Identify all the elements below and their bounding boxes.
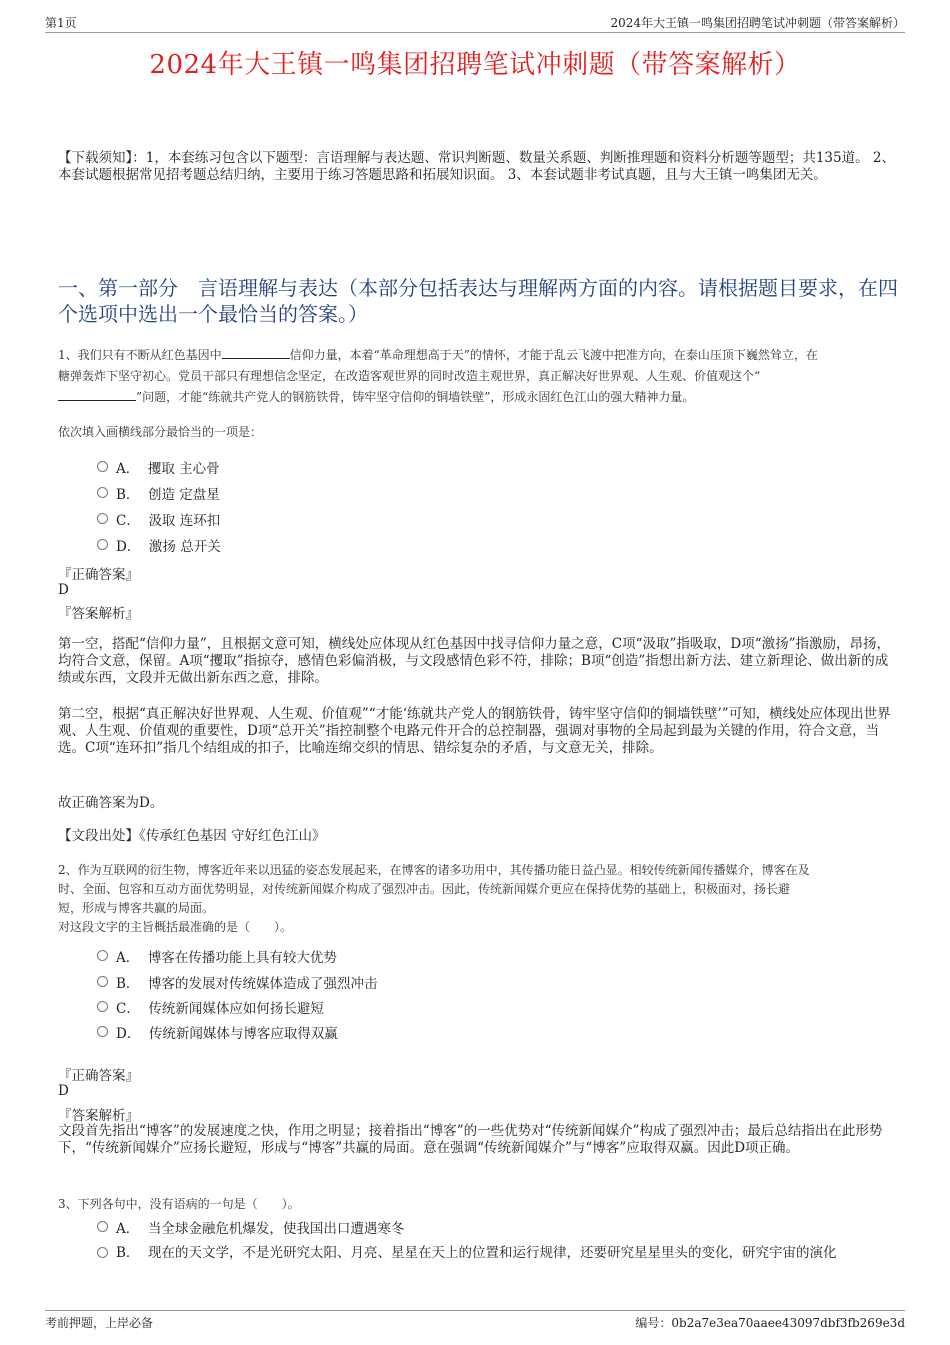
q1-source: 【文段出处】《传承红色基因 守好红色江山》 [58, 828, 326, 844]
q2-stem-line2: 时、全面、包容和互动方面优势明显，对传统新闻媒介构成了强烈冲击。因此，传统新闻媒介更应在保持优势的基础上，积极面对，扬长避 [58, 882, 791, 896]
radio-icon[interactable] [97, 513, 108, 524]
footer-doc-id: 编号：0b2a7e3ea70aaee43097dbf3fb269e3d [635, 1316, 905, 1330]
q1-stem-part1: 1、我们只有不断从红色基因中 [58, 348, 222, 362]
q2-analysis: 文段首先指出“博客”的发展速度之快，作用之明显；接着指出“博客”的一些优势对“传统新闻媒介”构成了强烈冲击；最后总结指出在此形势下，“传统新闻媒介”应扬长避短，形成与“博客”共赢的局面。意在强调“传统新闻媒介”与“博客”应取得双赢。因此D项正确。 [58, 1123, 883, 1156]
q1-stem [58, 345, 898, 408]
option-text: 传统新闻媒体应如何扬长避短 [148, 1001, 324, 1017]
option-letter: A． [116, 950, 140, 966]
option-text: 博客的发展对传统媒体造成了强烈冲击 [148, 976, 378, 992]
radio-icon[interactable] [97, 461, 108, 472]
q2-analysis-label: 『答案解析』 [58, 1108, 139, 1124]
q1-conclusion: 故正确答案为D。 [58, 795, 164, 811]
radio-icon[interactable] [97, 976, 108, 987]
page-title: 2024年大王镇一鸣集团招聘笔试冲刺题（带答案解析） [149, 50, 801, 80]
q1-option-a[interactable] [97, 457, 220, 477]
footer-rule [45, 1310, 905, 1311]
q1-analysis-paragraph-2: 第二空，根据“真正解决好世界观、人生观、价值观”“才能‘练就共产党人的钢筋铁骨，铸牢坚守信仰的铜墙铁壁’”可知，横线处应体现出世界观、人生观、价值观的重要性，D项“总开关”指控制整个电路元件开合的总控制器，强调对事物的全局起到最为关键的作用，符合文意，当选。C项“连环扣”指几个结组成的扣子，比喻连绵交织的情思、错综复杂的矛盾，与文意无关，排除。 [58, 706, 891, 756]
section-heading: 一、第一部分 言语理解与表达（本部分包括表达与理解两方面的内容。请根据题目要求，在四个选项中选出一个最恰当的答案。） [58, 276, 898, 326]
option-text: 现在的天文学，不是光研究太阳、月亮、星星在天上的位置和运行规律，还要研究星星里头的变化，研究宇宙的演化 [148, 1245, 837, 1261]
q2-stem [58, 861, 908, 937]
q2-option-a[interactable] [97, 946, 337, 966]
option-text: 博客在传播功能上具有较大优势 [147, 950, 337, 966]
option-text: 激扬 总开关 [148, 539, 221, 555]
q1-option-b[interactable] [97, 483, 220, 503]
option-text: 创造 定盘星 [148, 487, 220, 503]
option-letter: C． [116, 513, 140, 529]
header-doc-title: 2024年大王镇一鸣集团招聘笔试冲刺题（带答案解析） [610, 16, 905, 30]
footer-slogan: 考前押题，上岸必备 [45, 1316, 154, 1330]
q1-stem-part2: 信仰力量，本着“革命理想高于天”的情怀，才能于乱云飞渡中把准方向，在泰山压顶下巍然耸立，在 [289, 348, 818, 362]
q2-stem-line3: 短，形成与博客共赢的局面。 [58, 901, 215, 915]
q2-answer: D [58, 1083, 69, 1099]
q1-blank-1 [222, 346, 290, 359]
q1-stem-line2: 糖弹轰炸下坚守初心。党员干部只有理想信念坚定，在改造客观世界的同时改造主观世界，真正解决好世界观、人生观、价值观这个“ [58, 369, 761, 383]
option-letter: D． [116, 539, 141, 555]
option-body [116, 1243, 837, 1263]
q1-option-c[interactable] [97, 509, 220, 529]
q1-blank-2 [58, 388, 136, 401]
radio-icon[interactable] [97, 487, 108, 498]
radio-icon[interactable] [97, 1221, 108, 1232]
q1-option-d[interactable] [97, 535, 221, 555]
q2-stem-line4: 对这段文字的主旨概括最准确的是（ ）。 [58, 920, 293, 934]
q1-analysis-label: 『答案解析』 [58, 606, 139, 622]
q3-option-b[interactable] [97, 1243, 887, 1263]
header-rule [45, 32, 905, 33]
option-letter: B． [116, 976, 140, 992]
q1-prompt: 依次填入画横线部分最恰当的一项是： [58, 425, 263, 439]
radio-icon[interactable] [97, 539, 108, 550]
option-letter: B． [116, 1245, 140, 1261]
q3-option-a[interactable] [97, 1217, 404, 1237]
radio-icon[interactable] [97, 1001, 108, 1012]
option-letter: B． [116, 487, 140, 503]
q3-stem: 3、下列各句中，没有语病的一句是（ ）。 [58, 1197, 300, 1211]
q1-stem-part3: ”问题，才能“练就共产党人的钢筋铁骨，铸牢坚守信仰的铜墙铁壁”，形成永固红色江山的强大精神力量。 [136, 390, 695, 404]
option-letter: D． [116, 1026, 141, 1042]
option-letter: A． [116, 1221, 140, 1237]
q2-answer-label: 『正确答案』 [58, 1068, 139, 1084]
option-text: 汲取 连环扣 [148, 513, 221, 529]
option-letter: C． [116, 1001, 140, 1017]
q1-answer-label: 『正确答案』 [58, 567, 139, 583]
q1-answer: D [58, 582, 69, 598]
option-letter: A． [116, 461, 140, 477]
radio-icon[interactable] [97, 950, 108, 961]
radio-icon[interactable] [97, 1247, 108, 1258]
radio-icon[interactable] [97, 1026, 108, 1037]
q2-option-d[interactable] [97, 1022, 338, 1042]
q2-option-b[interactable] [97, 972, 378, 992]
download-notice: 【下载须知】：1，本套练习包含以下题型：言语理解与表达题、常识判断题、数量关系题、判断推理题和资料分析题等题型；共135道。 2、本套试题根据常见招考题总结归纳，主要用于练习答题思路和拓展知识面。 3、本套试题非考试真题，且与大王镇一鸣集团无关。 [58, 150, 895, 183]
q2-stem-line1: 2、作为互联网的衍生物，博客近年来以迅猛的姿态发展起来，在博客的诸多功用中，其传播功能日益凸显。相较传统新闻传播媒介，博客在及 [58, 863, 810, 877]
option-text: 攫取 主心骨 [147, 461, 220, 477]
q1-analysis-paragraph-1: 第一空，搭配“信仰力量”，且根据文意可知，横线处应体现从红色基因中找寻信仰力量之意，C项“汲取”指吸取，D项“激扬”指激励，昂扬，均符合文意，保留。A项“攫取”指掠夺，感情色彩偏消极，与文段感情色彩不符，排除；B项“创造”指想出新方法、建立新理论、做出新的成绩或东西，文段并无做出新东西之意，排除。 [58, 636, 891, 686]
option-text: 传统新闻媒体与博客应取得双赢 [148, 1026, 338, 1042]
page-number: 第1页 [45, 16, 77, 30]
option-text: 当全球金融危机爆发，使我国出口遭遇寒冬 [147, 1221, 405, 1237]
q2-option-c[interactable] [97, 997, 324, 1017]
